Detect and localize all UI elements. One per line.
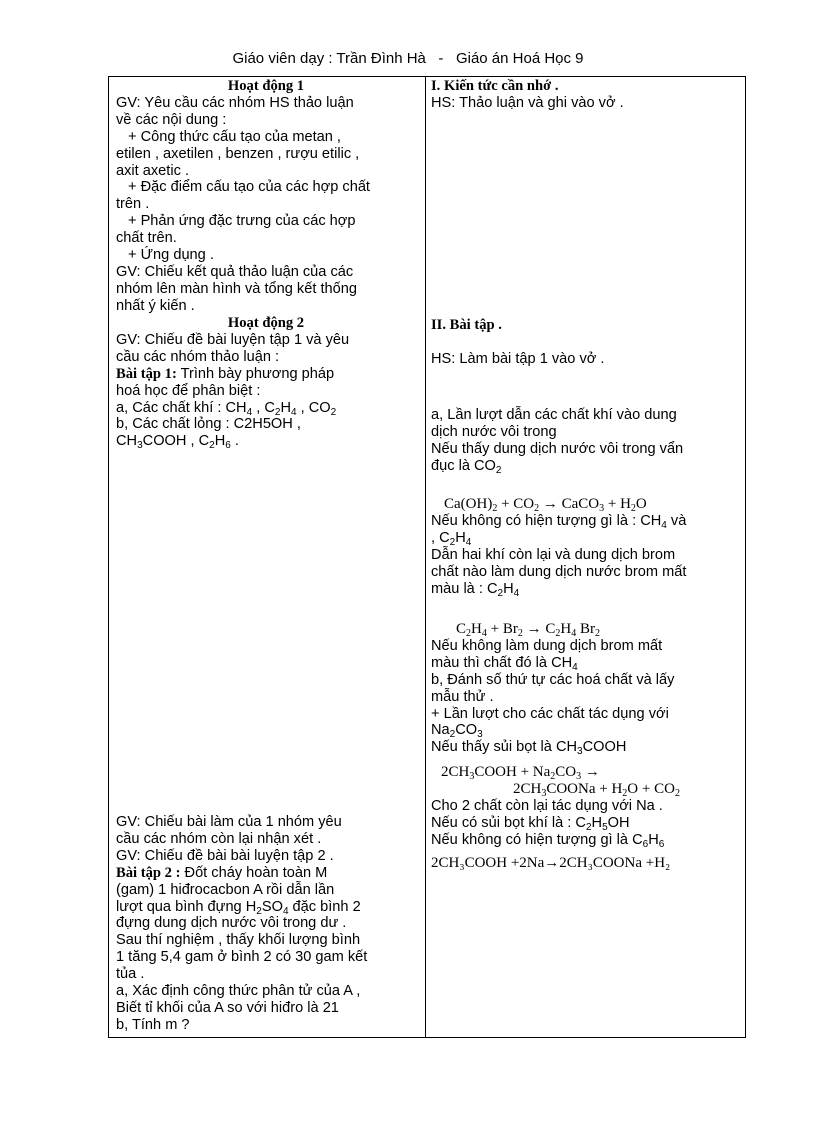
text-line: Nếu có sủi bọt khí là : $C_2H_5OH$: [431, 814, 630, 833]
text-line: + Ứng dụng .: [128, 247, 214, 264]
text-line: HS: Làm bài tập 1 vào vở .: [431, 351, 605, 367]
text-line: Biết tỉ khối của A so với hiđro là 21: [116, 999, 339, 1016]
equation-bromine: $C_2H_4 + Br_2 \to C_2H_4$ $Br_2$: [456, 621, 600, 639]
equation-block-2: [431, 621, 739, 756]
text-line: b, Đánh số thứ tự các hoá chất và lấy: [431, 671, 675, 688]
column-divider: [425, 77, 426, 1037]
activity-2-title: Hoạt động 2: [227, 315, 305, 331]
text-line: hoá học để phân biệt :: [116, 382, 261, 399]
exercise-2-label: Bài tập 2 :: [116, 864, 181, 881]
text-line: màu là : $C_2H_4$: [431, 580, 520, 599]
text-line: 1 tăng 5,4 gam ở bình 2 có 30 gam kết: [116, 949, 368, 966]
equation-lime-water: $Ca(OH)_2 + CO_2$ → CaCO$_3$ + $H_2O$: [444, 496, 647, 514]
equation-sodium: 2CH₃COOH +2Na→2CH₃COONa +H₂: [431, 855, 671, 871]
exercise-1-heading: [116, 366, 416, 383]
liquids-line: $CH_3COOH$ , $C_2H_6$ .: [116, 433, 239, 452]
activity-1-title: Hoạt động 1: [227, 78, 305, 94]
equation-block-1: [431, 496, 739, 597]
text-line: HS: Thảo luận và ghi vào vở .: [431, 94, 624, 111]
student-column: [431, 77, 739, 1037]
text-line: Nếu thấy dung dịch nước vôi trong vẩn: [431, 440, 684, 457]
text-line: lượt qua bình đựng $H_2SO_4$ đặc bình 2: [116, 898, 361, 917]
exercise-1-text: Trình bày phương pháp: [176, 365, 335, 382]
text-line: + Lần lượt cho các chất tác dụng với: [431, 705, 669, 722]
text-line: GV: Chiếu bài làm của 1 nhóm yêu: [116, 814, 342, 830]
text-line: Nếu không làm dung dịch brom mất: [431, 637, 663, 654]
text-line: (gam) 1 hiđrocacbon A rồi dẫn lần: [116, 881, 335, 898]
text-line: , $C_2H_4$: [431, 529, 472, 548]
exercise-1-label: Bài tập 1:: [116, 365, 177, 382]
text-line: chất trên.: [116, 230, 177, 247]
lesson-table: [108, 76, 746, 1038]
text-line: nhóm lên màn hình và tổng kết thống: [116, 280, 357, 297]
text-line: Nếu thấy sủi bọt là $CH_3COOH$: [431, 739, 627, 758]
text-line: trên .: [116, 196, 150, 213]
equation-block-3: [431, 764, 739, 849]
text-line: dịch nước vôi trong: [431, 423, 557, 440]
text-line: GV: Chiếu đề bài bài luyện tập 2 .: [116, 847, 334, 864]
text-line: màu thì chất đó là $CH_4$: [431, 654, 578, 673]
section-1-title: I. Kiến tức cần nhớ .: [431, 78, 559, 94]
exercise-2-text: Đốt cháy hoàn toàn M: [180, 864, 328, 881]
text-line: đục là $CO_2$: [431, 457, 502, 476]
section-2-text-block: [431, 351, 739, 368]
header-subject: Giáo án Hoá Học 9: [455, 50, 584, 67]
header-separator: -: [438, 50, 444, 67]
text-line: Sau thí nghiệm , thấy khối lượng bình: [116, 932, 361, 949]
text-line: mẫu thử .: [431, 688, 494, 705]
text-line: Nếu không có hiện tượng gì là $C_6H_6$: [431, 831, 665, 850]
text-line: GV: Yêu cầu các nhóm HS thảo luận: [116, 94, 354, 111]
teacher-column: [116, 77, 416, 1037]
text-line: axit axetic .: [116, 162, 189, 179]
text-line: $Na_2CO_3$: [431, 722, 483, 741]
activity-2-block: [116, 315, 416, 450]
text-line: + Phản ứng đặc trưng của các hợp: [128, 213, 356, 230]
exercise-2-block: [116, 814, 416, 1034]
text-line: đựng dung dịch nước vôi trong dư .: [116, 915, 347, 932]
text-line: nhất ý kiến .: [116, 297, 195, 314]
text-line: tủa .: [116, 966, 145, 983]
text-line: b, Các chất lỏng : C2H5OH ,: [116, 416, 301, 433]
text-line: + Công thức cấu tạo của metan ,: [128, 128, 341, 145]
header-teacher: Giáo viên dạy : Trần Đình Hà: [232, 50, 426, 67]
activity-1-block: [116, 78, 416, 315]
text-line: GV: Chiếu đề bài luyện tập 1 và yêu: [116, 331, 350, 348]
page-header: [0, 50, 816, 67]
equation-carbonate-1: $2CH_3COOH + Na_2CO_3$ →: [441, 764, 600, 782]
text-line: cầu các nhóm còn lại nhận xét .: [116, 830, 322, 847]
text-line: Cho 2 chất còn lại tác dụng với Na .: [431, 797, 663, 814]
exercise-2-heading: [116, 865, 416, 882]
text-line: GV: Chiếu kết quả thảo luận của các: [116, 263, 354, 280]
text-line: b, Tính m ?: [116, 1016, 190, 1033]
text-line: etilen , axetilen , benzen , rượu etilic ,: [116, 145, 360, 162]
section-2-title: II. Bài tập .: [431, 317, 502, 333]
text-line: chất nào làm dung dịch nước brom mất: [431, 563, 687, 580]
text-line: + Đặc điểm cấu tạo của các hợp chất: [128, 179, 370, 196]
gases-line: a, Các chất khí : $CH_4$ , $C_2H_4$ , $CO_2$: [116, 399, 337, 418]
equation-carbonate-2: $2CH_3COONa + H_2O + CO_2$: [513, 780, 680, 799]
text-line: về các nội dung :: [116, 111, 227, 128]
text-line: Nếu không có hiện tượng gì là : $CH_4$ và: [431, 512, 687, 531]
part-a-block: [431, 407, 739, 475]
equation-block-4: [431, 855, 739, 872]
section-2-title-block: [431, 317, 739, 334]
text-line: a, Xác định công thức phân tử của A ,: [116, 983, 361, 1000]
text-line: a, Lần lượt dẫn các chất khí vào dung: [431, 407, 677, 423]
text-line: cầu các nhóm thảo luận :: [116, 348, 280, 365]
section-1-block: [431, 78, 739, 112]
text-line: Dẫn hai khí còn lại và dung dịch brom: [431, 546, 676, 563]
